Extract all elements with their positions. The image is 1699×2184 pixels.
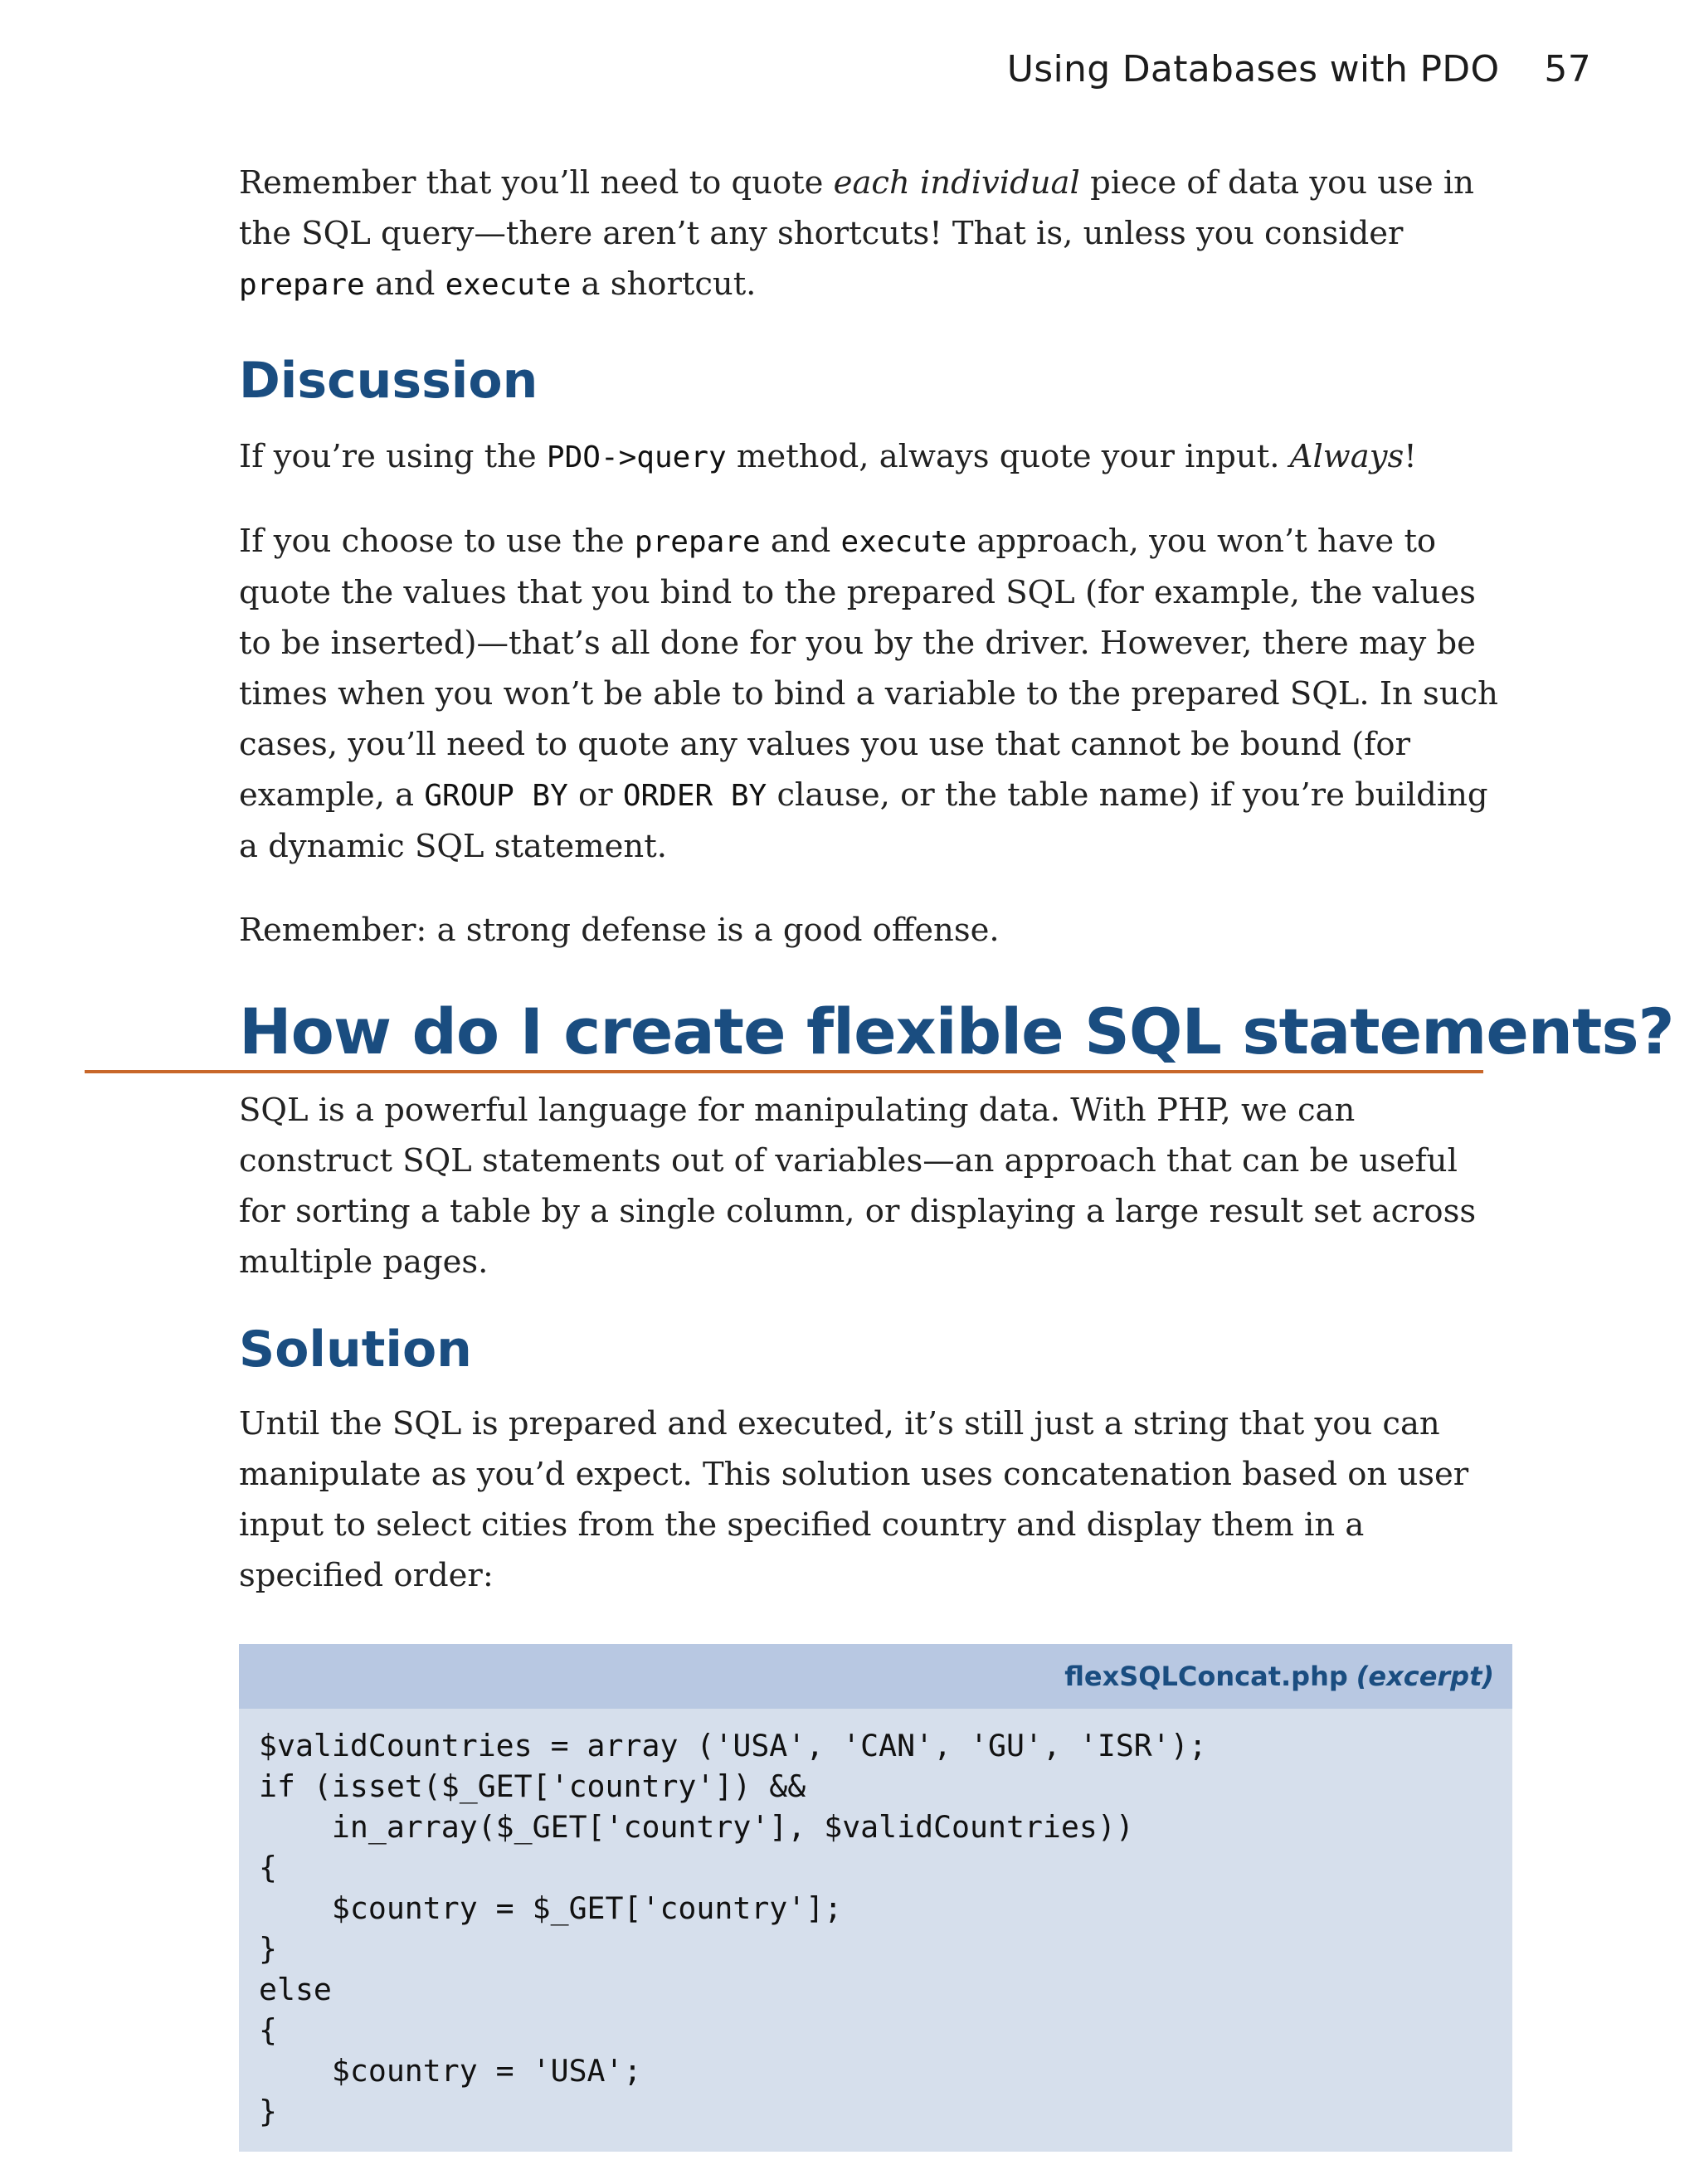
heading-rule <box>85 1070 1483 1073</box>
intro-paragraph: Remember that you’ll need to quote each individual piece of data you use in the SQL query—there aren’t any shortcuts! That is, unless you consider prepare and execute a shortcut. <box>239 164 1474 303</box>
discussion-heading: Discussion <box>239 352 538 410</box>
discussion-paragraph-1: If you’re using the PDO->query method, always quote your input. Always! <box>239 438 1417 475</box>
emphasis-text: Always <box>1289 438 1404 475</box>
code-filename: flexSQLConcat.php <box>1064 1661 1348 1692</box>
inline-code: execute <box>445 268 572 302</box>
running-title: Using Databases with PDO <box>1006 48 1500 90</box>
inline-code: ORDER BY <box>622 779 767 813</box>
inline-code: prepare <box>239 268 365 302</box>
solution-paragraph: Until the SQL is prepared and executed, it’s still just a string that you can manipulate as you’d expect. This solution uses concatenation based on user input to select cities from the specified country and display them in a specified order: <box>239 1405 1469 1594</box>
section-intro-paragraph: SQL is a powerful language for manipulating data. With PHP, we can construct SQL statements out of variables—an approach that can be useful for sorting a table by a single column, or displaying a large result set across multiple pages. <box>239 1092 1477 1281</box>
discussion-paragraph-2: If you choose to use the prepare and execute approach, you won’t have to quote the values that you bind to the prepared SQL (for example, the values to be inserted)—that’s all done for you by the driver. However, there may be times when you won’t be able to bind a variable to the prepared SQL. In such cases, you’ll need to quote any values you use that cannot be bound (for example, a GROUP BY or ORDER BY clause, or the table name) if you’re building a dynamic SQL statement. <box>239 523 1498 865</box>
section-heading-block <box>239 992 1674 1072</box>
page-content <box>239 158 1674 2152</box>
discussion-paragraph-3: Remember: a strong defense is a good offense. <box>239 912 1000 949</box>
inline-code: prepare <box>634 525 761 559</box>
code-listing-caption <box>239 1644 1512 1709</box>
code-caption-note: (excerpt) <box>1356 1661 1494 1692</box>
inline-code: execute <box>840 525 967 559</box>
code-listing <box>239 1644 1512 2152</box>
emphasis-text: each individual <box>833 164 1080 202</box>
running-header <box>1007 48 1591 90</box>
inline-code: GROUP BY <box>424 779 568 813</box>
page-number: 57 <box>1544 48 1591 90</box>
code-listing-body: $validCountries = array ('USA', 'CAN', 'GU', 'ISR'); if (isset($_GET['country']) && in_array($_GET['country'], $validCountries)) { $country = $_GET['country']; } else { $country = 'USA'; } <box>259 1728 1207 2129</box>
section-heading: How do I create flexible SQL statements? <box>239 995 1674 1068</box>
inline-code: PDO->query <box>546 440 727 474</box>
solution-heading: Solution <box>239 1321 472 1379</box>
